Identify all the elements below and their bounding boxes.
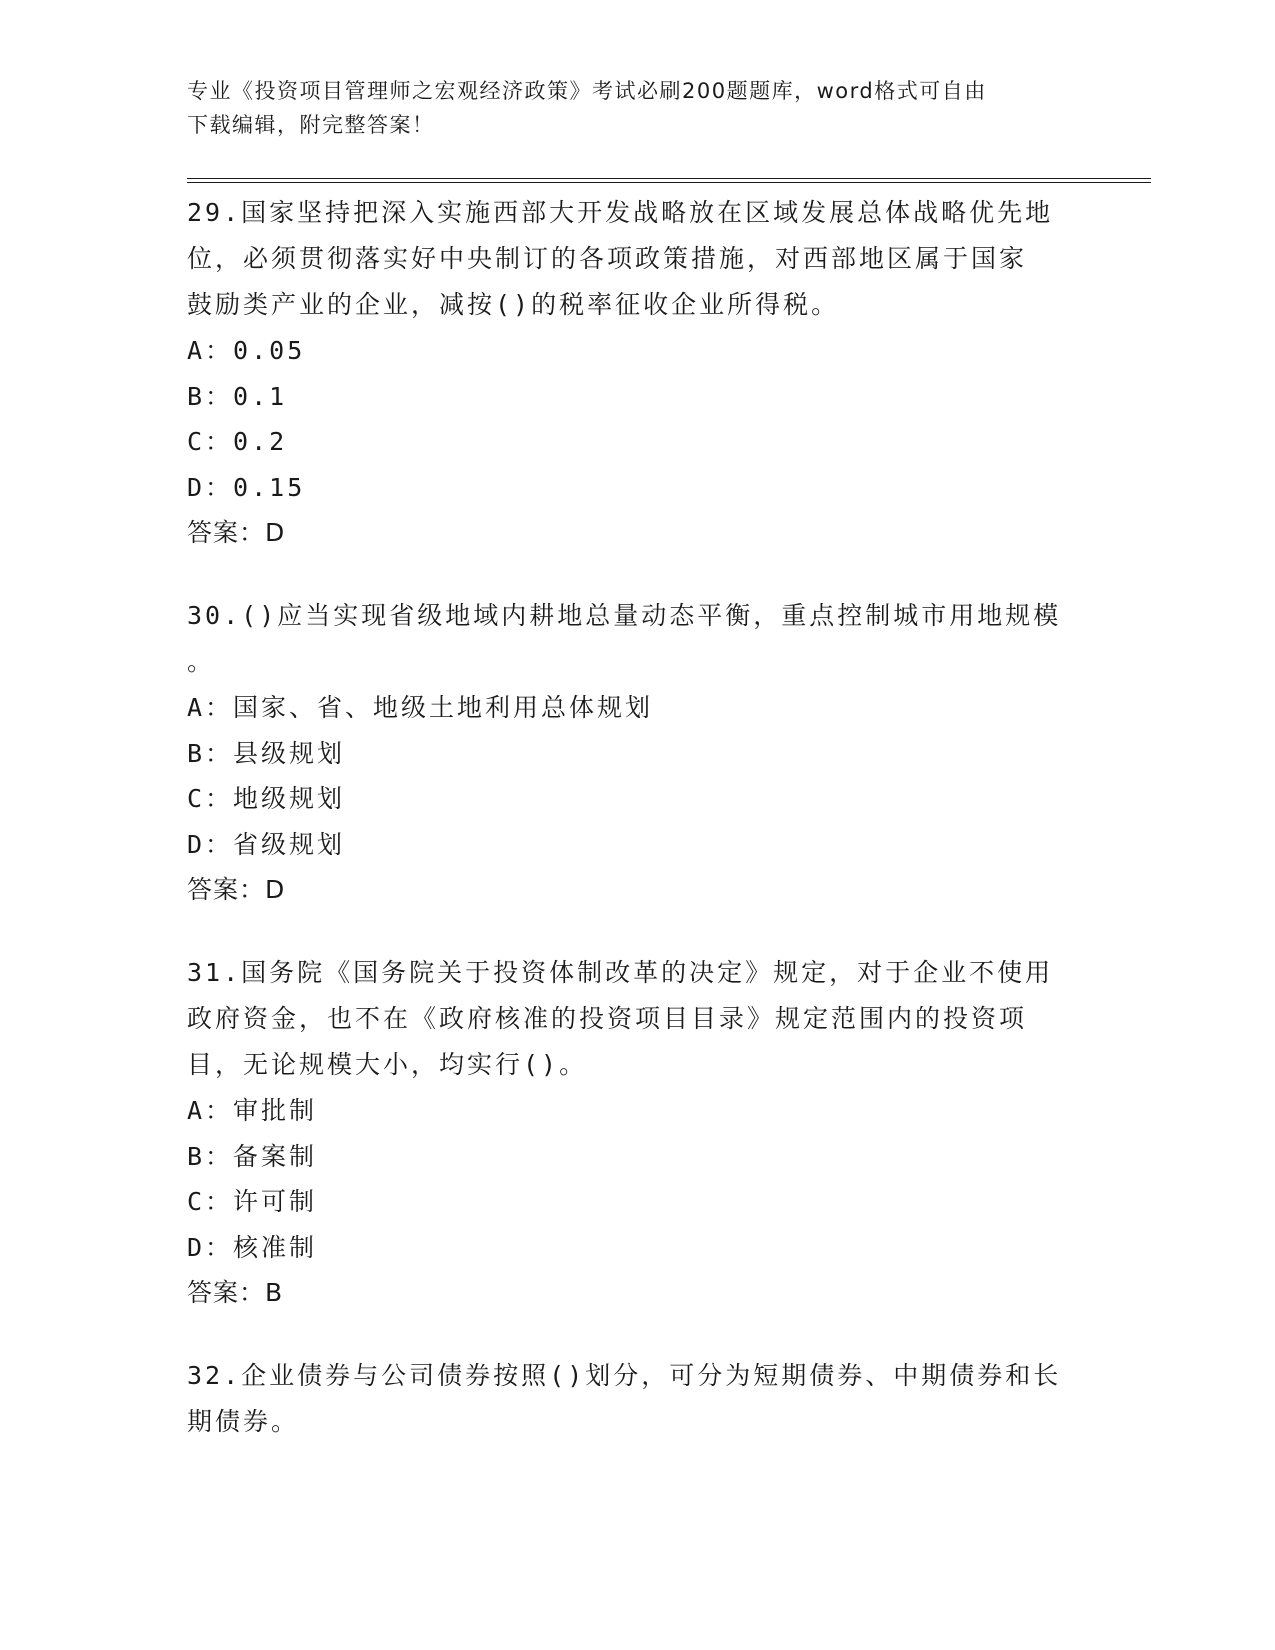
question-text-line: 期债券。 [187, 1407, 300, 1436]
question-text-line: 29.国家坚持把深入实施西部大开发战略放在区域发展总体战略优先地 [187, 198, 1054, 227]
option-a: A：国家、省、地级土地利用总体规划 [187, 693, 654, 722]
question-text-line: 鼓励类产业的企业，减按()的税率征收企业所得税。 [187, 290, 840, 319]
answer-line: 答案：B [187, 1278, 284, 1307]
option-d: D：0.15 [187, 472, 306, 502]
option-d: D：省级规划 [187, 829, 346, 859]
question-29 [187, 190, 1067, 556]
option-b: B：0.1 [187, 381, 288, 411]
header-line-1: 专业《投资项目管理师之宏观经济政策》考试必刷200题题库，word格式可自由 [187, 79, 987, 103]
option-b: B：县级规划 [187, 738, 346, 768]
question-31 [187, 950, 1067, 1316]
answer-line: 答案：D [187, 875, 286, 904]
answer-line: 答案：D [187, 518, 286, 547]
question-32 [187, 1353, 1067, 1445]
question-text-line: 。 [187, 647, 216, 676]
option-c: C：地级规划 [187, 784, 346, 813]
question-text-line: 目，无论规模大小，均实行()。 [187, 1050, 588, 1079]
question-text-line: 31.国务院《国务院关于投资体制改革的决定》规定，对于企业不使用 [187, 958, 1054, 987]
question-list [187, 190, 1067, 1482]
option-a: A：审批制 [187, 1096, 318, 1125]
question-text-line: 政府资金，也不在《政府核准的投资项目目录》规定范围内的投资项 [187, 1004, 1028, 1033]
question-text-line: 32.企业债券与公司债券按照()划分，可分为短期债券、中期债券和长 [187, 1361, 1062, 1390]
question-text-line: 30.()应当实现省级地域内耕地总量动态平衡，重点控制城市用地规模 [187, 601, 1062, 630]
question-text-line: 位，必须贯彻落实好中央制订的各项政策措施，对西部地区属于国家 [187, 244, 1028, 273]
option-c: C：0.2 [187, 427, 288, 456]
option-d: D：核准制 [187, 1232, 318, 1262]
header-divider [187, 178, 1151, 183]
header-line-2: 下载编辑，附完整答案！ [187, 113, 435, 137]
question-30 [187, 593, 1067, 913]
option-a: A：0.05 [187, 336, 306, 365]
option-c: C：许可制 [187, 1187, 318, 1216]
document-header [187, 74, 1067, 142]
option-b: B：备案制 [187, 1141, 318, 1171]
